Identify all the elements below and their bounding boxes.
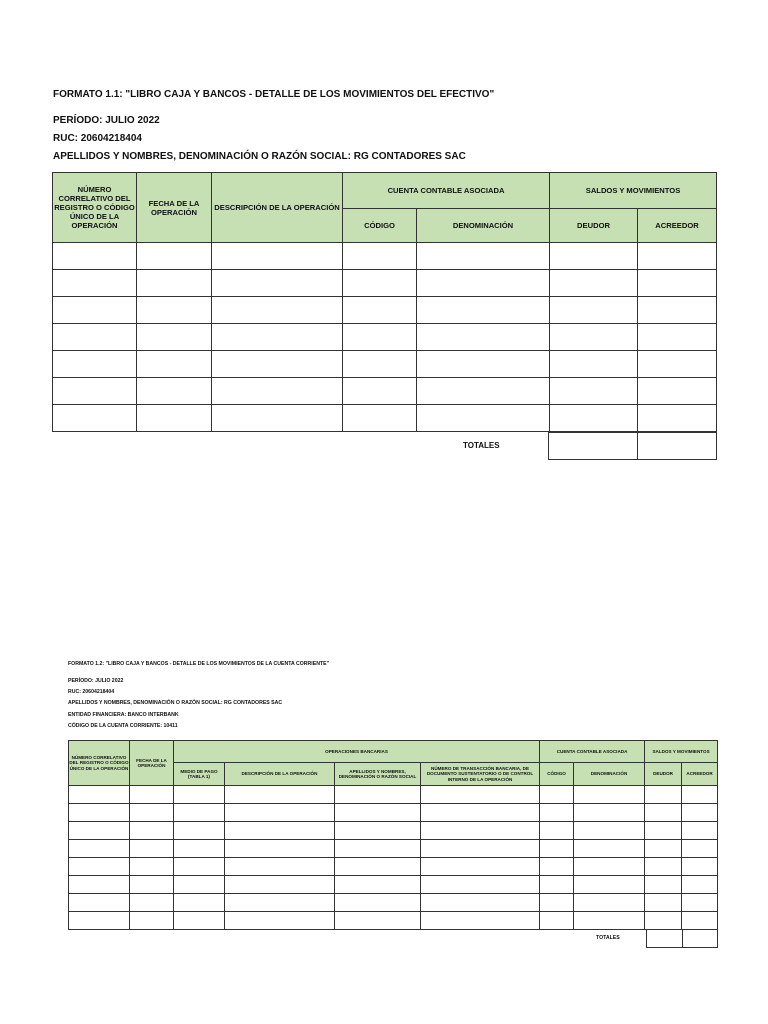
table-row (53, 351, 717, 378)
table-row (53, 270, 717, 297)
table-row (53, 324, 717, 351)
company-name-label: APELLIDOS Y NOMBRES, DENOMINACIÓN O RAZÓN SOCIAL: RG CONTADORES SAC (53, 151, 466, 162)
header-deudor-2: DEUDOR (645, 763, 682, 786)
total-deudor-2 (647, 930, 683, 948)
table-row (69, 786, 718, 804)
table-row (69, 876, 718, 894)
period-label: PERÍODO: JULIO 2022 (53, 115, 160, 126)
header-apellidos: APELLIDOS Y NOMBRES, DENOMINACIÓN O RAZÓN SOCIAL (335, 763, 421, 786)
header-fecha: FECHA DE LA OPERACIÓN (137, 173, 212, 243)
header-denominacion-2: DENOMINACIÓN (574, 763, 645, 786)
table-row (69, 822, 718, 840)
table-row (69, 912, 718, 930)
table-row (69, 858, 718, 876)
header-deudor: DEUDOR (550, 209, 638, 243)
header-saldos-2: SALDOS Y MOVIMIENTOS (645, 741, 718, 763)
header-numero: NÚMERO CORRELATIVO DEL REGISTRO O CÓDIGO ÚNICO DE LA OPERACIÓN (53, 173, 137, 243)
period-label-2: PERÍODO: JULIO 2022 (68, 678, 124, 684)
ruc-label: RUC: 20604218404 (53, 133, 142, 144)
table-row (53, 297, 717, 324)
header-fecha-2: FECHA DE LA OPERACIÓN (130, 741, 174, 786)
cash-movements-table (52, 172, 717, 432)
header-operaciones: OPERACIONES BANCARIAS (174, 741, 540, 763)
format-1-2-title: FORMATO 1.2: "LIBRO CAJA Y BANCOS - DETALLE DE LOS MOVIMIENTOS DE LA CUENTA CORRIENTE" (68, 661, 330, 667)
format-1-1-title: FORMATO 1.1: "LIBRO CAJA Y BANCOS - DETALLE DE LOS MOVIMIENTOS DEL EFECTIVO" (53, 89, 495, 100)
total-acreedor (638, 433, 717, 460)
header-cuenta-contable: CUENTA CONTABLE ASOCIADA (343, 173, 550, 209)
bank-label: ENTIDAD FINANCIERA: BANCO INTERBANK (68, 712, 179, 718)
totals-label: TOTALES (463, 441, 500, 450)
header-acreedor-2: ACREEDOR (682, 763, 718, 786)
totals-row (548, 432, 717, 460)
table-row (53, 243, 717, 270)
table-row (69, 804, 718, 822)
table-row (69, 894, 718, 912)
header-numero-transaccion: NÚMERO DE TRANSACCIÓN BANCARIA, DE DOCUMENTO SUSTENTATORIO O DE CONTROL INTERNO DE LA OPERACIÓN (421, 763, 540, 786)
account-code-label: CÓDIGO DE LA CUENTA CORRIENTE: 10411 (68, 723, 178, 729)
header-saldos: SALDOS Y MOVIMIENTOS (550, 173, 717, 209)
header-descripcion-2: DESCRIPCIÓN DE LA OPERACIÓN (225, 763, 335, 786)
table-row (53, 405, 717, 432)
header-cuenta-contable-2: CUENTA CONTABLE ASOCIADA (540, 741, 645, 763)
company-name-label-2: APELLIDOS Y NOMBRES, DENOMINACIÓN O RAZÓN SOCIAL: RG CONTADORES SAC (68, 700, 283, 706)
table-row (69, 840, 718, 858)
header-acreedor: ACREEDOR (638, 209, 717, 243)
header-descripcion: DESCRIPCIÓN DE LA OPERACIÓN (212, 173, 343, 243)
total-deudor (549, 433, 638, 460)
header-numero-2: NÚMERO CORRELATIVO DEL REGISTRO O CÓDIGO ÚNICO DE LA OPERACIÓN (69, 741, 130, 786)
header-codigo-2: CÓDIGO (540, 763, 574, 786)
table-row (53, 378, 717, 405)
ruc-label-2: RUC: 20604218404 (68, 689, 115, 695)
totals-label-2: TOTALES (596, 935, 620, 941)
bank-movements-table (68, 740, 718, 930)
total-acreedor-2 (683, 930, 718, 948)
header-denominacion: DENOMINACIÓN (417, 209, 550, 243)
totals-row-2 (646, 929, 718, 948)
header-codigo: CÓDIGO (343, 209, 417, 243)
header-medio-pago: MEDIO DE PAGO (TABLA 1) (174, 763, 225, 786)
